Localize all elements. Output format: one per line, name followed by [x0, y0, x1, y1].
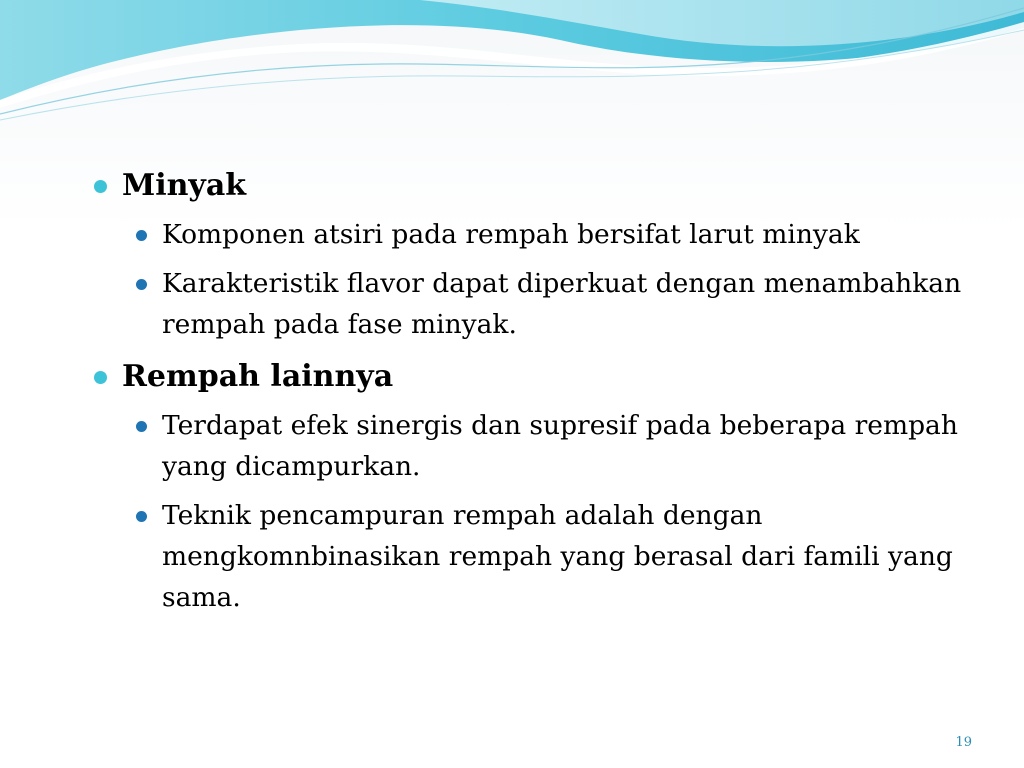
header-wave-decoration	[0, 0, 1024, 130]
bullet-icon	[94, 371, 107, 384]
bullet-icon	[136, 511, 147, 522]
bullet-icon	[136, 421, 147, 432]
list-item-text: Komponen atsiri pada rempah bersifat larut minyak	[162, 219, 860, 250]
list-item-text: Terdapat efek sinergis dan supresif pada beberapa rempah yang dicampurkan.	[162, 410, 958, 482]
section-heading-text: Rempah lainnya	[122, 359, 394, 394]
list-item	[88, 263, 968, 345]
list-item-text: Karakteristik flavor dapat diperkuat dengan menambahkan rempah pada fase minyak.	[162, 268, 962, 340]
section-heading-text: Minyak	[122, 168, 247, 203]
bullet-icon	[94, 180, 107, 193]
list-item	[88, 405, 968, 487]
slide-content	[88, 166, 968, 626]
page-number: 19	[955, 735, 972, 750]
list-item	[88, 214, 968, 255]
bullet-icon	[136, 279, 147, 290]
section-heading-minyak	[88, 166, 968, 206]
list-item-text: Teknik pencampuran rempah adalah dengan mengkomnbinasikan rempah yang berasal dari famili yang sama.	[162, 500, 953, 613]
section-heading-rempah-lainnya	[88, 357, 968, 397]
list-item	[88, 495, 968, 618]
bullet-icon	[136, 230, 147, 241]
